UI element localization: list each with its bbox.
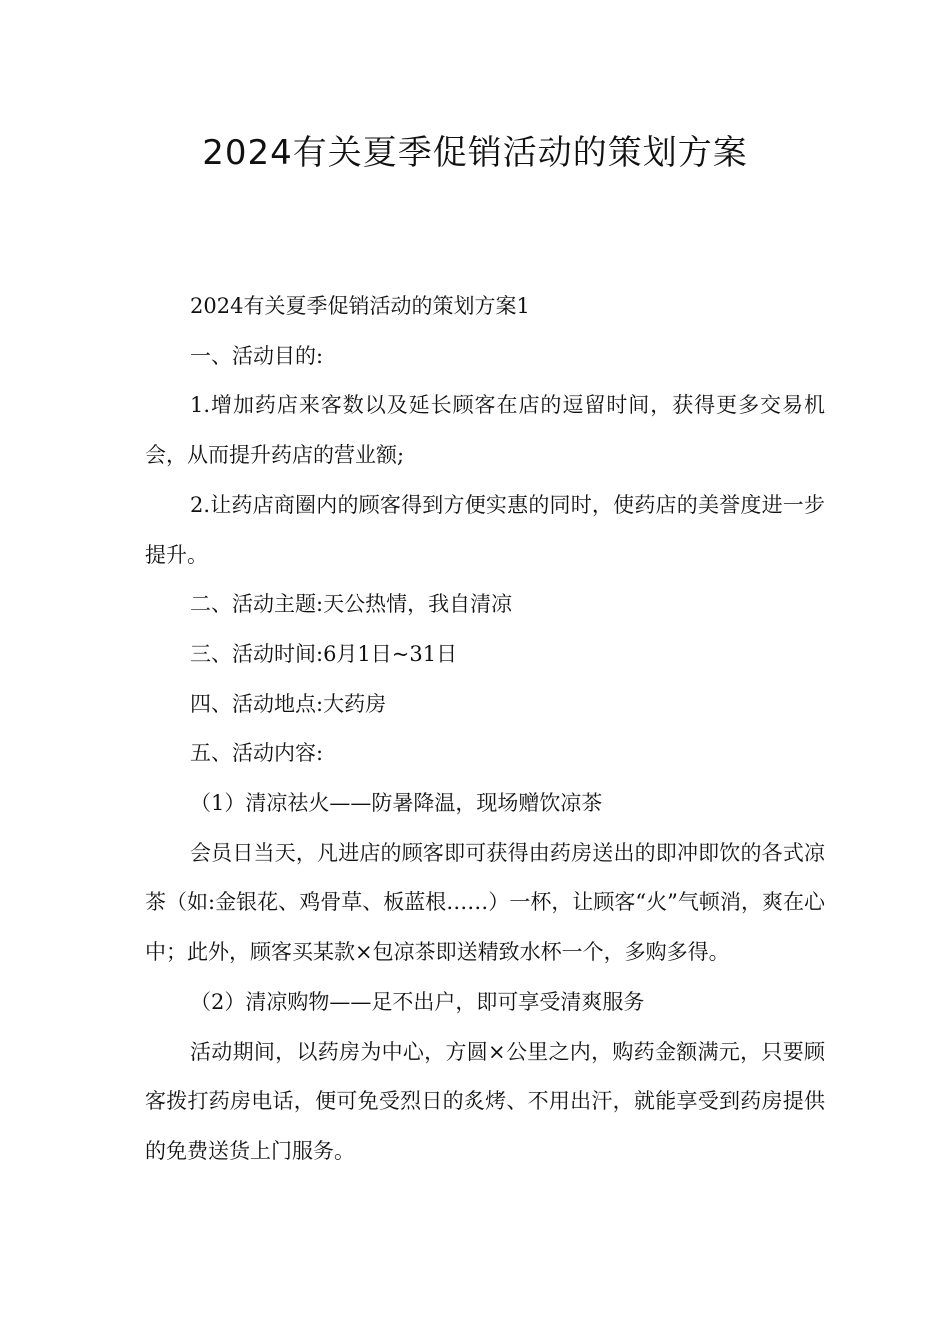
content-item-2-title: （2）清凉购物——足不出户，即可享受清爽服务 (190, 989, 645, 1014)
content-item-2-body: 活动期间，以药房为中心，方圆×公里之内，购药金额满元，只要顾客拨打药房电话，便可免受烈日的炙烤、不用出汗，就能享受到药房提供的免费送货上门服务。 (145, 1039, 825, 1163)
activity-theme: 二、活动主题:天公热情，我自清凉 (190, 592, 513, 617)
content-item-1-body: 会员日当天，凡进店的顾客即可获得由药房送出的即冲即饮的各式凉茶（如:金银花、鸡骨草、板蓝根……）一杯，让顾客“火”气顿消，爽在心中；此外，顾客买某款×包凉茶即送精致水杯一个，多购多得。 (145, 840, 825, 965)
heading-content: 五、活动内容: (190, 741, 324, 766)
content-item-1-title: （1）清凉祛火——防暑降温，现场赠饮凉茶 (190, 791, 603, 816)
activity-location: 四、活动地点:大药房 (190, 691, 387, 716)
document-title: 2024有关夏季促销活动的策划方案 (202, 133, 748, 173)
document-body (145, 282, 825, 1177)
activity-time: 三、活动时间:6月1日~31日 (190, 641, 458, 666)
objective-1: 1.增加药店来客数以及延长顾客在店的逗留时间，获得更多交易机会，从而提升药店的营业额; (145, 393, 825, 468)
section-heading: 2024有关夏季促销活动的策划方案1 (190, 294, 530, 318)
objective-2: 2.让药店商圈内的顾客得到方便实惠的同时，使药店的美誉度进一步提升。 (145, 492, 825, 567)
heading-objectives: 一、活动目的: (190, 343, 324, 368)
